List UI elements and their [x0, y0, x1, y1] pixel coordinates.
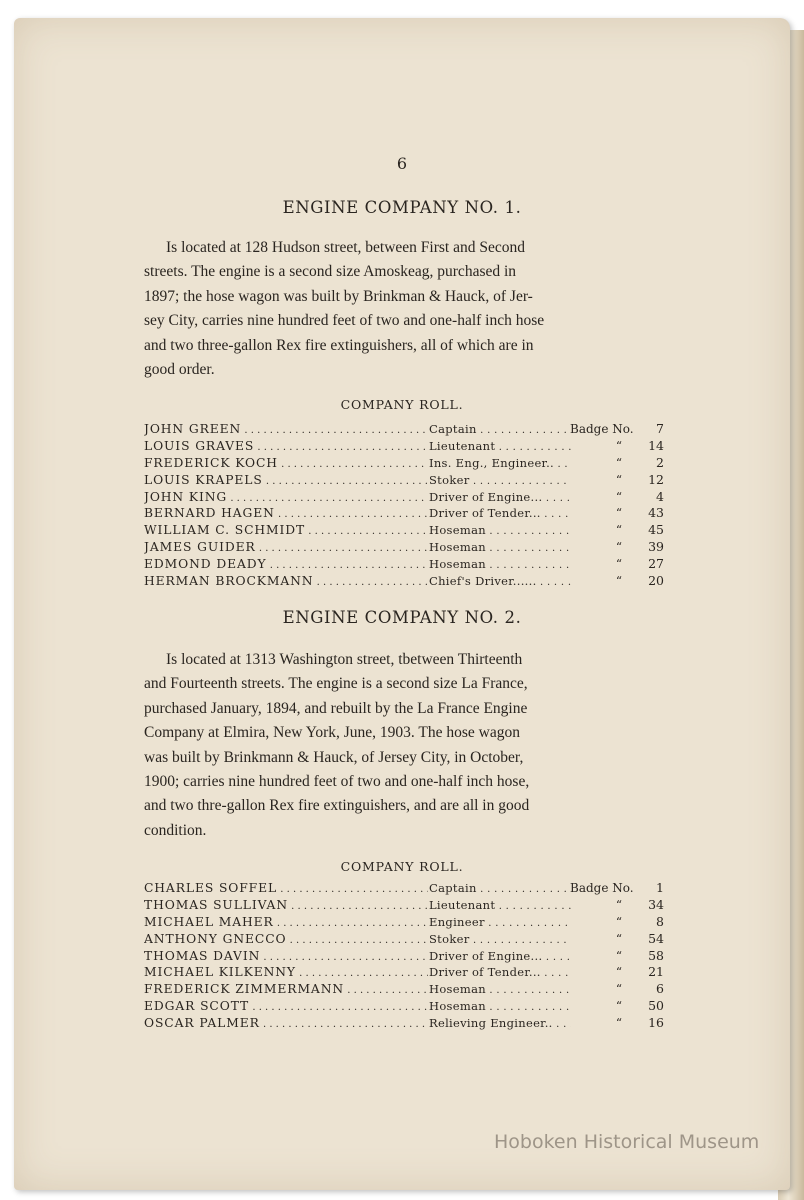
badge-label: “ [615, 523, 623, 538]
engine-company-2-heading: ENGINE COMPANY NO. 2. [282, 608, 522, 627]
badge-label: “ [615, 982, 623, 997]
member-rank: Lieutenant . . . [429, 897, 571, 916]
badge-number: 1 [656, 880, 664, 895]
badge-label: “ [615, 506, 623, 521]
member-name: ANTHONY GNECCO . . . [144, 931, 428, 950]
member-rank: Stoker . . . [429, 472, 571, 491]
badge-label: “ [615, 914, 623, 929]
member-rank: Driver of Engine... . . . [429, 948, 571, 967]
badge-number: 7 [656, 421, 664, 436]
roll-row [144, 880, 666, 897]
description-line: 1897; the hose wagon was built by Brinkman & Hauck, of Jer- [144, 287, 533, 305]
badge-number: 4 [656, 488, 664, 504]
description-line: streets. The engine is a second size Amoskeag, purchased in [144, 263, 517, 281]
badge-number: 8 [656, 913, 664, 929]
badge-number: 45 [648, 522, 664, 538]
member-rank: Hoseman . . . [429, 981, 571, 1000]
engine-company-1-description [144, 236, 664, 382]
badge-label: “ [615, 489, 623, 504]
member-rank: Hoseman . . . [429, 556, 571, 575]
badge-label: Badge No. [570, 422, 634, 436]
roll-row [144, 1015, 666, 1032]
member-name: BERNARD HAGEN . . . [144, 505, 428, 524]
member-rank: Hoseman . . . [429, 998, 571, 1017]
description-line: was built by Brinkmann & Hauck, of Jersey City, in October, [144, 748, 524, 766]
roll-row [144, 472, 666, 489]
member-rank: Captain . . . [429, 880, 571, 899]
description-line: good order. [144, 361, 215, 379]
member-rank: Hoseman . . . [429, 522, 571, 541]
roll-row [144, 539, 666, 556]
badge-number: 27 [648, 556, 664, 572]
badge-number: 39 [648, 539, 664, 555]
description-line: Is located at 128 Hudson street, between First and Second [166, 239, 525, 256]
badge-number: 34 [648, 896, 664, 912]
badge-label: “ [615, 897, 623, 912]
description-line: 1900; carries nine hundred feet of two and one-half inch hose, [144, 773, 530, 791]
description-line: and Fourteenth streets. The engine is a second size La France, [144, 675, 528, 693]
member-name: OSCAR PALMER . . . [144, 1015, 428, 1034]
member-name: FREDERICK ZIMMERMANN . . . [144, 981, 428, 1000]
member-name: MICHAEL KILKENNY . . . [144, 964, 428, 983]
member-rank: Engineer . . . [429, 914, 571, 933]
roll-row [144, 556, 666, 573]
member-rank: Driver of Engine... . . . [429, 489, 571, 508]
member-name: EDGAR SCOTT . . . [144, 998, 428, 1017]
badge-label: “ [615, 999, 623, 1014]
badge-number: 54 [648, 930, 664, 946]
member-rank: Lieutenant . . . [429, 438, 571, 457]
member-name: LOUIS KRAPELS . . . [144, 472, 428, 491]
roll-row [144, 489, 666, 506]
badge-label: “ [615, 574, 623, 589]
badge-label: “ [615, 931, 623, 946]
roll-row [144, 998, 666, 1015]
badge-number: 58 [648, 947, 664, 963]
roll-row [144, 522, 666, 539]
member-name: CHARLES SOFFEL . . . [144, 880, 428, 899]
company-2-roll-title: COMPANY ROLL. [340, 859, 464, 874]
roll-row [144, 573, 666, 590]
member-name: JOHN KING . . . [144, 489, 428, 508]
member-rank: Hoseman . . . [429, 539, 571, 558]
member-name: HERMAN BROCKMANN . . . [144, 573, 428, 592]
member-name: WILLIAM C. SCHMIDT . . . [144, 522, 428, 541]
description-line: condition. [144, 821, 207, 839]
roll-row [144, 931, 666, 948]
roll-row [144, 948, 666, 965]
engine-company-2-description [144, 648, 664, 843]
badge-label: “ [615, 948, 623, 963]
description-line: Company at Elmira, New York, June, 1903. The hose wagon [144, 724, 520, 742]
roll-row [144, 505, 666, 522]
member-name: JOHN GREEN . . . [144, 421, 428, 440]
company-2-roll [144, 880, 666, 1032]
company-1-roll [144, 421, 666, 590]
description-line: and two three-gallon Rex fire extinguishers, all of which are in [144, 336, 534, 354]
badge-label: “ [615, 472, 623, 487]
description-line: purchased January, 1894, and rebuilt by the La France Engine [144, 699, 528, 717]
member-name: JAMES GUIDER . . . [144, 539, 428, 558]
member-name: FREDERICK KOCH . . . [144, 455, 428, 474]
badge-number: 2 [656, 454, 664, 470]
badge-number: 50 [648, 998, 664, 1014]
badge-number: 21 [648, 964, 664, 980]
badge-label: “ [615, 455, 623, 470]
museum-watermark: Hoboken Historical Museum [494, 1131, 760, 1153]
badge-label: “ [615, 438, 623, 453]
member-rank: Captain . . . [429, 421, 571, 440]
badge-number: 12 [648, 471, 664, 487]
description-line: sey City, carries nine hundred feet of two and one-half inch hose [144, 312, 545, 330]
roll-row [144, 964, 666, 981]
badge-number: 20 [648, 573, 664, 589]
member-name: THOMAS DAVIN . . . [144, 948, 428, 967]
roll-row [144, 981, 666, 998]
roll-row [144, 897, 666, 914]
member-name: MICHAEL MAHER . . . [144, 914, 428, 933]
badge-number: 6 [656, 981, 664, 997]
badge-number: 16 [648, 1015, 664, 1031]
roll-row [144, 421, 666, 438]
badge-label: “ [615, 557, 623, 572]
member-rank: Stoker . . . [429, 931, 571, 950]
member-rank: Driver of Tender... . . . [429, 505, 571, 524]
badge-label: Badge No. [570, 881, 634, 895]
company-1-roll-title: COMPANY ROLL. [340, 397, 464, 412]
roll-row [144, 455, 666, 472]
member-rank: Ins. Eng., Engineer.. . . . [429, 455, 571, 474]
member-rank: Chief's Driver...... . . . [429, 573, 571, 592]
badge-number: 14 [648, 437, 664, 453]
member-rank: Driver of Tender... . . . [429, 964, 571, 983]
member-rank: Relieving Engineer.. . . . [429, 1015, 571, 1034]
member-name: EDMOND DEADY . . . [144, 556, 428, 575]
badge-label: “ [615, 965, 623, 980]
badge-label: “ [615, 1016, 623, 1031]
member-name: THOMAS SULLIVAN . . . [144, 897, 428, 916]
roll-row [144, 914, 666, 931]
member-name: LOUIS GRAVES . . . [144, 438, 428, 457]
roll-row [144, 438, 666, 455]
engine-company-1-heading: ENGINE COMPANY NO. 1. [282, 198, 522, 217]
page-number: 6 [396, 154, 408, 173]
badge-number: 43 [648, 505, 664, 521]
badge-label: “ [615, 540, 623, 555]
description-line: and two thre-gallon Rex fire extinguishers, and are all in good [144, 797, 530, 815]
description-line: Is located at 1313 Washington street, tbetween Thirteenth [166, 651, 523, 668]
